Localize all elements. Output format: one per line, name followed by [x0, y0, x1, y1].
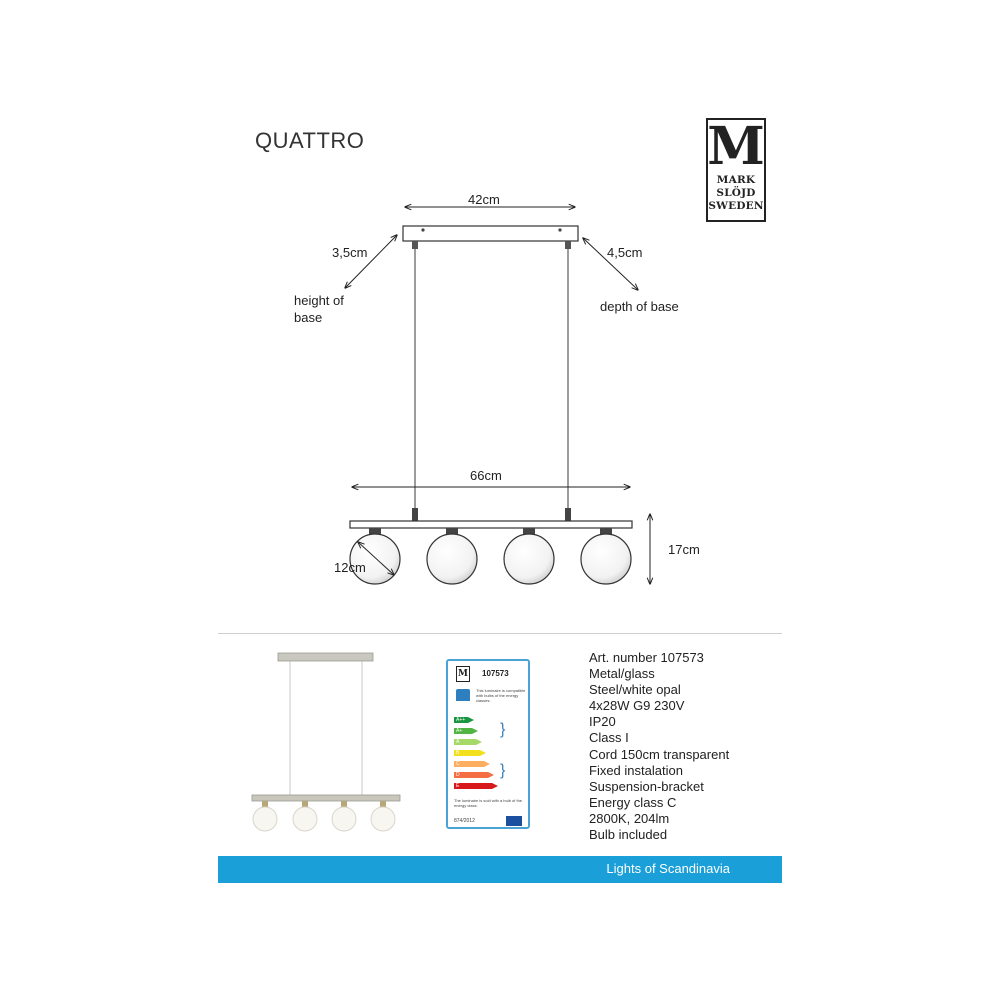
product-photo [240, 645, 420, 845]
logo-line3: SWEDEN [708, 200, 764, 212]
bracket-icon: } [500, 721, 506, 738]
spec-line: Cord 150cm transparent [589, 746, 730, 762]
spec-line: IP20 [589, 714, 616, 730]
energy-class-bar: A++ [454, 717, 468, 723]
energy-sold-text: The luminaire is sold with a bulb of the energy class: [454, 798, 523, 808]
logo-line2: SLÖJD [716, 187, 756, 199]
lamp-icon [456, 689, 470, 701]
spec-line: Suspension-bracket [589, 778, 704, 794]
logo-line1: MARK [716, 174, 756, 186]
base-height-caption-1: height of [294, 293, 344, 308]
bracket-icon-2: } [500, 762, 506, 779]
globe-4 [581, 528, 631, 584]
base-depth-value: 4,5cm [607, 245, 643, 260]
footer-tagline: Lights of Scandinavia [606, 861, 730, 876]
logo-letter: M [707, 116, 765, 177]
bar-grip-left [412, 508, 418, 521]
energy-class-bar: A [454, 739, 476, 745]
section-divider [218, 633, 782, 634]
base-height-arrow [345, 235, 397, 288]
energy-class-bar: C [454, 761, 484, 767]
ceiling-base [403, 226, 578, 241]
bar-grip-right [565, 508, 571, 521]
globe-2 [427, 528, 477, 584]
energy-class-bar: E [454, 783, 492, 789]
bar-width-label: 66cm [470, 468, 502, 483]
product-title: QUATTRO [255, 128, 365, 153]
energy-label-logo: M [456, 666, 470, 682]
energy-class-bar: B [454, 750, 480, 756]
base-width-label: 42cm [468, 192, 500, 207]
cord-grip-left [412, 241, 418, 249]
spec-line: Bulb included [589, 827, 668, 843]
spec-line: Fixed instalation [589, 762, 683, 778]
total-height-label: 17cm [668, 542, 700, 557]
base-height-caption-2: base [294, 310, 323, 325]
spec-list [589, 650, 729, 843]
spec-line: Metal/glass [589, 666, 655, 682]
spec-line: Art. number 107573 [589, 650, 704, 665]
energy-label [446, 659, 530, 829]
spec-line: Energy class C [589, 794, 677, 810]
spec-line: 2800K, 204lm [589, 810, 670, 826]
energy-class-bar: A+ [454, 728, 472, 734]
spec-line: Steel/white opal [589, 682, 681, 698]
base-height-value: 3,5cm [332, 245, 368, 260]
eu-flag-icon [506, 816, 522, 826]
globe-3 [504, 528, 554, 584]
energy-class-bar: D [454, 772, 488, 778]
energy-label-article: 107573 [482, 669, 509, 678]
spec-line: 4x28W G9 230V [589, 698, 685, 714]
spec-line: Class I [589, 730, 629, 746]
lamp-bar [350, 521, 632, 528]
cord-grip-right [565, 241, 571, 249]
footer-bar [218, 856, 782, 883]
energy-compat-text: This luminaire is compatible with bulbs of the energy classes: [476, 688, 526, 703]
globe-diameter-label: 12cm [334, 560, 366, 575]
base-depth-caption: depth of base [600, 299, 679, 314]
energy-regulation: 874/2012 [454, 818, 475, 824]
